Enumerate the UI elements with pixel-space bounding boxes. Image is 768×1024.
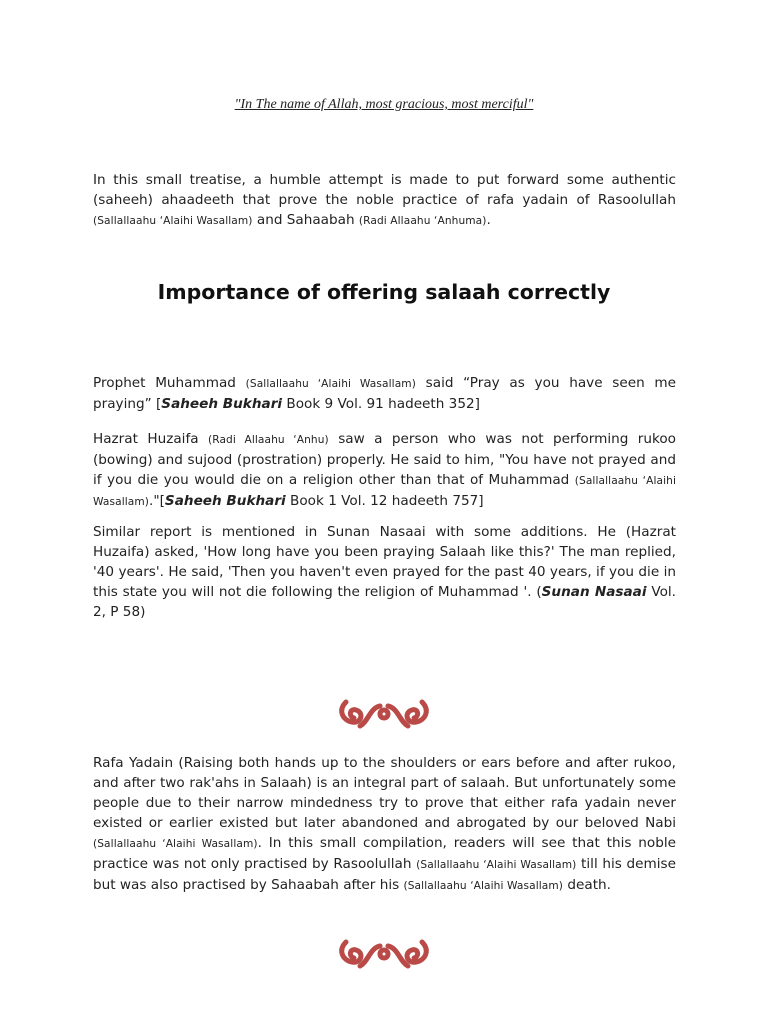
ornament-divider-2	[0, 936, 768, 978]
paragraph-text: Book 1 Vol. 12 hadeeth 757]	[285, 493, 484, 509]
ornament-divider-1	[0, 696, 768, 738]
ornament-divider-icon	[336, 936, 432, 972]
paragraph-text: saw a person who was not performing rukoo (bowing) and sujood (prostration) properly. He said to him, "You have not prayed and if you die you would die on a religion other than that of Muhammad	[93, 431, 676, 488]
bismillah-line: "In The name of Allah, most gracious, most merciful"	[234, 97, 534, 112]
salutation-text: (Sallallaahu ‘Alaihi Wasallam)	[245, 378, 416, 390]
rafa-yadain-paragraph	[93, 753, 676, 896]
paragraph-text: Hazrat Huzaifa	[93, 431, 208, 447]
reference-source: Sunan Nasaai	[541, 584, 647, 600]
paragraph-text: death.	[563, 877, 611, 893]
salutation-text: (Sallallaahu ‘Alaihi Wasallam)	[93, 215, 253, 227]
salutation-text: (Sallallaahu ‘Alaihi Wasallam)	[416, 859, 577, 871]
paragraph-text: said “Pray as you have seen me praying” [	[93, 375, 676, 412]
paragraph-text: Book 9 Vol. 91 hadeeth 352]	[282, 396, 480, 412]
paragraph-text: Rafa Yadain (Raising both hands up to the shoulders or ears before and after rukoo, and after two rak'ahs in Salaah) is an integral part of salaah. But unfortunately some people due to their narrow mindedness try to prove that either rafa yadain never existed or earlier existed but later abandoned and abrogated by our beloved Nabi	[93, 755, 676, 831]
salutation-text: (Radi Allaahu ‘Anhuma)	[358, 215, 487, 227]
paragraph-text: ."[	[149, 493, 165, 509]
paragraph-text: . In this small compilation, readers will see that this noble practice was not only practised by Rasoolullah	[93, 835, 676, 872]
salutation-text: (Sallallaahu ‘Alaihi Wasallam)	[403, 880, 564, 892]
intro-text: .	[486, 212, 491, 228]
intro-text: and Sahaabah	[252, 212, 359, 228]
section-heading: Importance of offering salaah correctly	[157, 280, 611, 304]
paragraph-text: Similar report is mentioned in Sunan Nasaai with some additions. He (Hazrat Huzaifa) asked, 'How long have you been praying Salaah like this?' The man replied, '40 years'. He said, 'Then you haven't even prayed for the past 40 years, if you die in this state you will not die following the religion of Muhammad '. (	[93, 524, 676, 600]
hadith-paragraph-2	[93, 429, 676, 512]
salutation-text: (Sallallaahu ‘Alaihi Wasallam)	[93, 475, 676, 508]
paragraph-text: Prophet Muhammad	[93, 375, 246, 391]
salutation-text: (Sallallaahu ‘Alaihi Wasallam)	[93, 838, 258, 850]
reference-source: Saheeh Bukhari	[164, 493, 286, 509]
hadith-paragraph-3	[93, 522, 676, 622]
intro-text: In this small treatise, a humble attempt is made to put forward some authentic (saheeh) ahaadeeth that prove the noble practice of rafa yadain of Rasoolullah	[93, 172, 676, 208]
salutation-text: (Radi Allaahu ‘Anhu)	[207, 434, 329, 446]
paragraph-text: Vol. 2, P 58)	[93, 584, 676, 620]
paragraph-text: till his demise but was also practised by Sahaabah after his	[93, 856, 676, 893]
reference-source: Saheeh Bukhari	[161, 396, 283, 412]
intro-paragraph	[93, 170, 676, 231]
hadith-paragraph-1	[93, 373, 676, 414]
ornament-divider-icon	[336, 696, 432, 732]
